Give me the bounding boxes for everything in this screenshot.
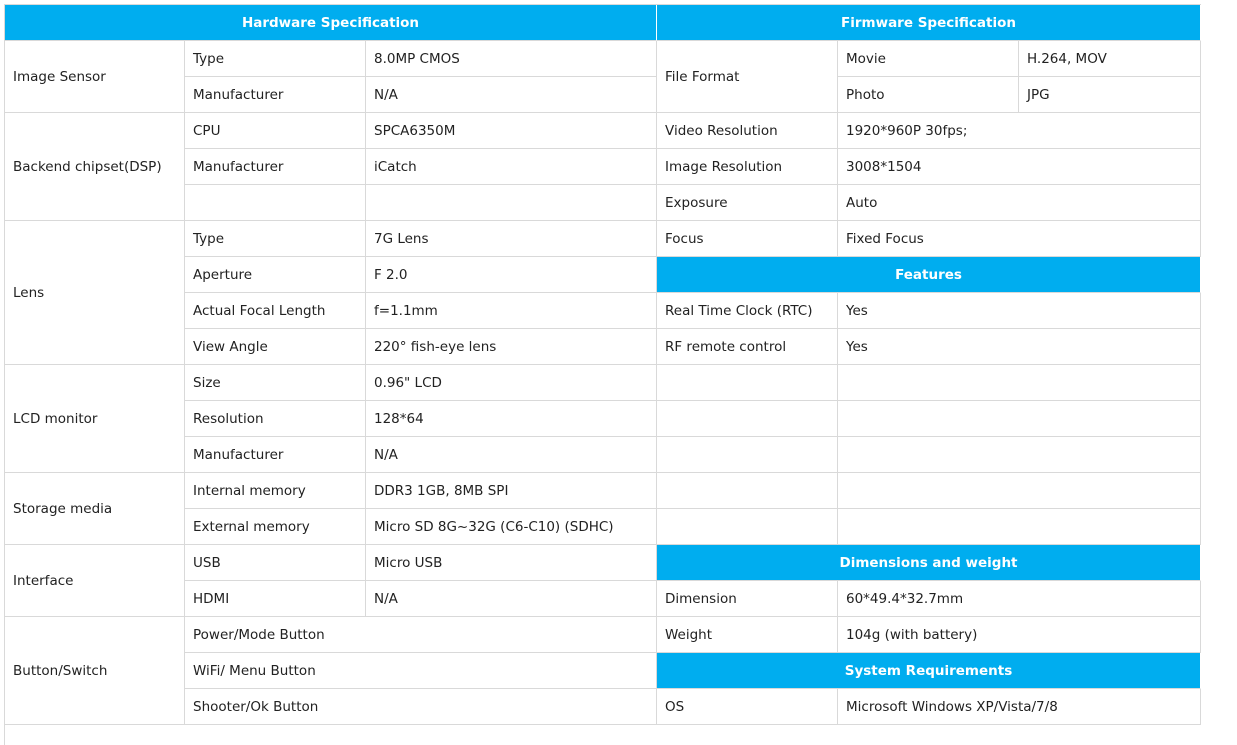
wifi-menu-button-label: WiFi/ Menu Button — [185, 653, 657, 689]
lcd-res-label: Resolution — [185, 401, 366, 437]
photo-label: Photo — [838, 77, 1019, 113]
system-requirements-header: System Requirements — [657, 653, 1201, 689]
lcd-size-value: 0.96" LCD — [366, 365, 657, 401]
dimension-label: Dimension — [657, 581, 838, 617]
movie-value: H.264, MOV — [1019, 41, 1201, 77]
external-memory-label: External memory — [185, 509, 366, 545]
empty-cell — [657, 365, 838, 401]
focus-label: Focus — [657, 221, 838, 257]
empty-cell — [366, 185, 657, 221]
features-header: Features — [657, 257, 1201, 293]
movie-label: Movie — [838, 41, 1019, 77]
exposure-value: Auto — [838, 185, 1201, 221]
view-angle-label: View Angle — [185, 329, 366, 365]
hdmi-label: HDMI — [185, 581, 366, 617]
aperture-value: F 2.0 — [366, 257, 657, 293]
internal-memory-label: Internal memory — [185, 473, 366, 509]
interface-label: Interface — [5, 545, 185, 617]
button-switch-label: Button/Switch — [5, 617, 185, 725]
lcd-res-value: 128*64 — [366, 401, 657, 437]
empty-cell — [838, 365, 1201, 401]
dimension-value: 60*49.4*32.7mm — [838, 581, 1201, 617]
empty-cell — [657, 473, 838, 509]
video-res-label: Video Resolution — [657, 113, 838, 149]
backend-label: Backend chipset(DSP) — [5, 113, 185, 221]
external-memory-value: Micro SD 8G~32G (C6-C10) (SDHC) — [366, 509, 657, 545]
aperture-label: Aperture — [185, 257, 366, 293]
lcd-mfr-value: N/A — [366, 437, 657, 473]
spec-table — [4, 4, 1201, 745]
lcd-label: LCD monitor — [5, 365, 185, 473]
image-res-label: Image Resolution — [657, 149, 838, 185]
weight-label: Weight — [657, 617, 838, 653]
empty-cell — [657, 509, 838, 545]
image-res-value: 3008*1504 — [838, 149, 1201, 185]
lcd-size-label: Size — [185, 365, 366, 401]
image-sensor-mfr-label: Manufacturer — [185, 77, 366, 113]
lens-label: Lens — [5, 221, 185, 365]
view-angle-value: 220° fish-eye lens — [366, 329, 657, 365]
cpu-label: CPU — [185, 113, 366, 149]
image-sensor-type-value: 8.0MP CMOS — [366, 41, 657, 77]
usb-value: Micro USB — [366, 545, 657, 581]
lens-type-value: 7G Lens — [366, 221, 657, 257]
internal-memory-value: DDR3 1GB, 8MB SPI — [366, 473, 657, 509]
focal-length-value: f=1.1mm — [366, 293, 657, 329]
os-value: Microsoft Windows XP/Vista/7/8 — [838, 689, 1201, 725]
cpu-value: SPCA6350M — [366, 113, 657, 149]
hdmi-value: N/A — [366, 581, 657, 617]
lcd-mfr-label: Manufacturer — [185, 437, 366, 473]
shooter-ok-button-label: Shooter/Ok Button — [185, 689, 657, 725]
empty-cell — [838, 509, 1201, 545]
image-sensor-type-label: Type — [185, 41, 366, 77]
image-sensor-mfr-value: N/A — [366, 77, 657, 113]
power-mode-button-label: Power/Mode Button — [185, 617, 657, 653]
os-label: OS — [657, 689, 838, 725]
focus-value: Fixed Focus — [838, 221, 1201, 257]
empty-cell — [838, 401, 1201, 437]
usb-label: USB — [185, 545, 366, 581]
rtc-label: Real Time Clock (RTC) — [657, 293, 838, 329]
storage-label: Storage media — [5, 473, 185, 545]
rf-remote-value: Yes — [838, 329, 1201, 365]
empty-cell — [657, 437, 838, 473]
file-format-label: File Format — [657, 41, 838, 113]
empty-cell — [838, 473, 1201, 509]
empty-cell — [657, 401, 838, 437]
empty-cell — [838, 437, 1201, 473]
backend-mfr-value: iCatch — [366, 149, 657, 185]
exposure-label: Exposure — [657, 185, 838, 221]
empty-cell — [185, 185, 366, 221]
video-res-value: 1920*960P 30fps; — [838, 113, 1201, 149]
weight-value: 104g (with battery) — [838, 617, 1201, 653]
rtc-value: Yes — [838, 293, 1201, 329]
firmware-header: Firmware Specification — [657, 5, 1201, 41]
photo-value: JPG — [1019, 77, 1201, 113]
rf-remote-label: RF remote control — [657, 329, 838, 365]
dimensions-header: Dimensions and weight — [657, 545, 1201, 581]
focal-length-label: Actual Focal Length — [185, 293, 366, 329]
backend-mfr-label: Manufacturer — [185, 149, 366, 185]
lens-type-label: Type — [185, 221, 366, 257]
hardware-header: Hardware Specification — [5, 5, 657, 41]
image-sensor-label: Image Sensor — [5, 41, 185, 113]
